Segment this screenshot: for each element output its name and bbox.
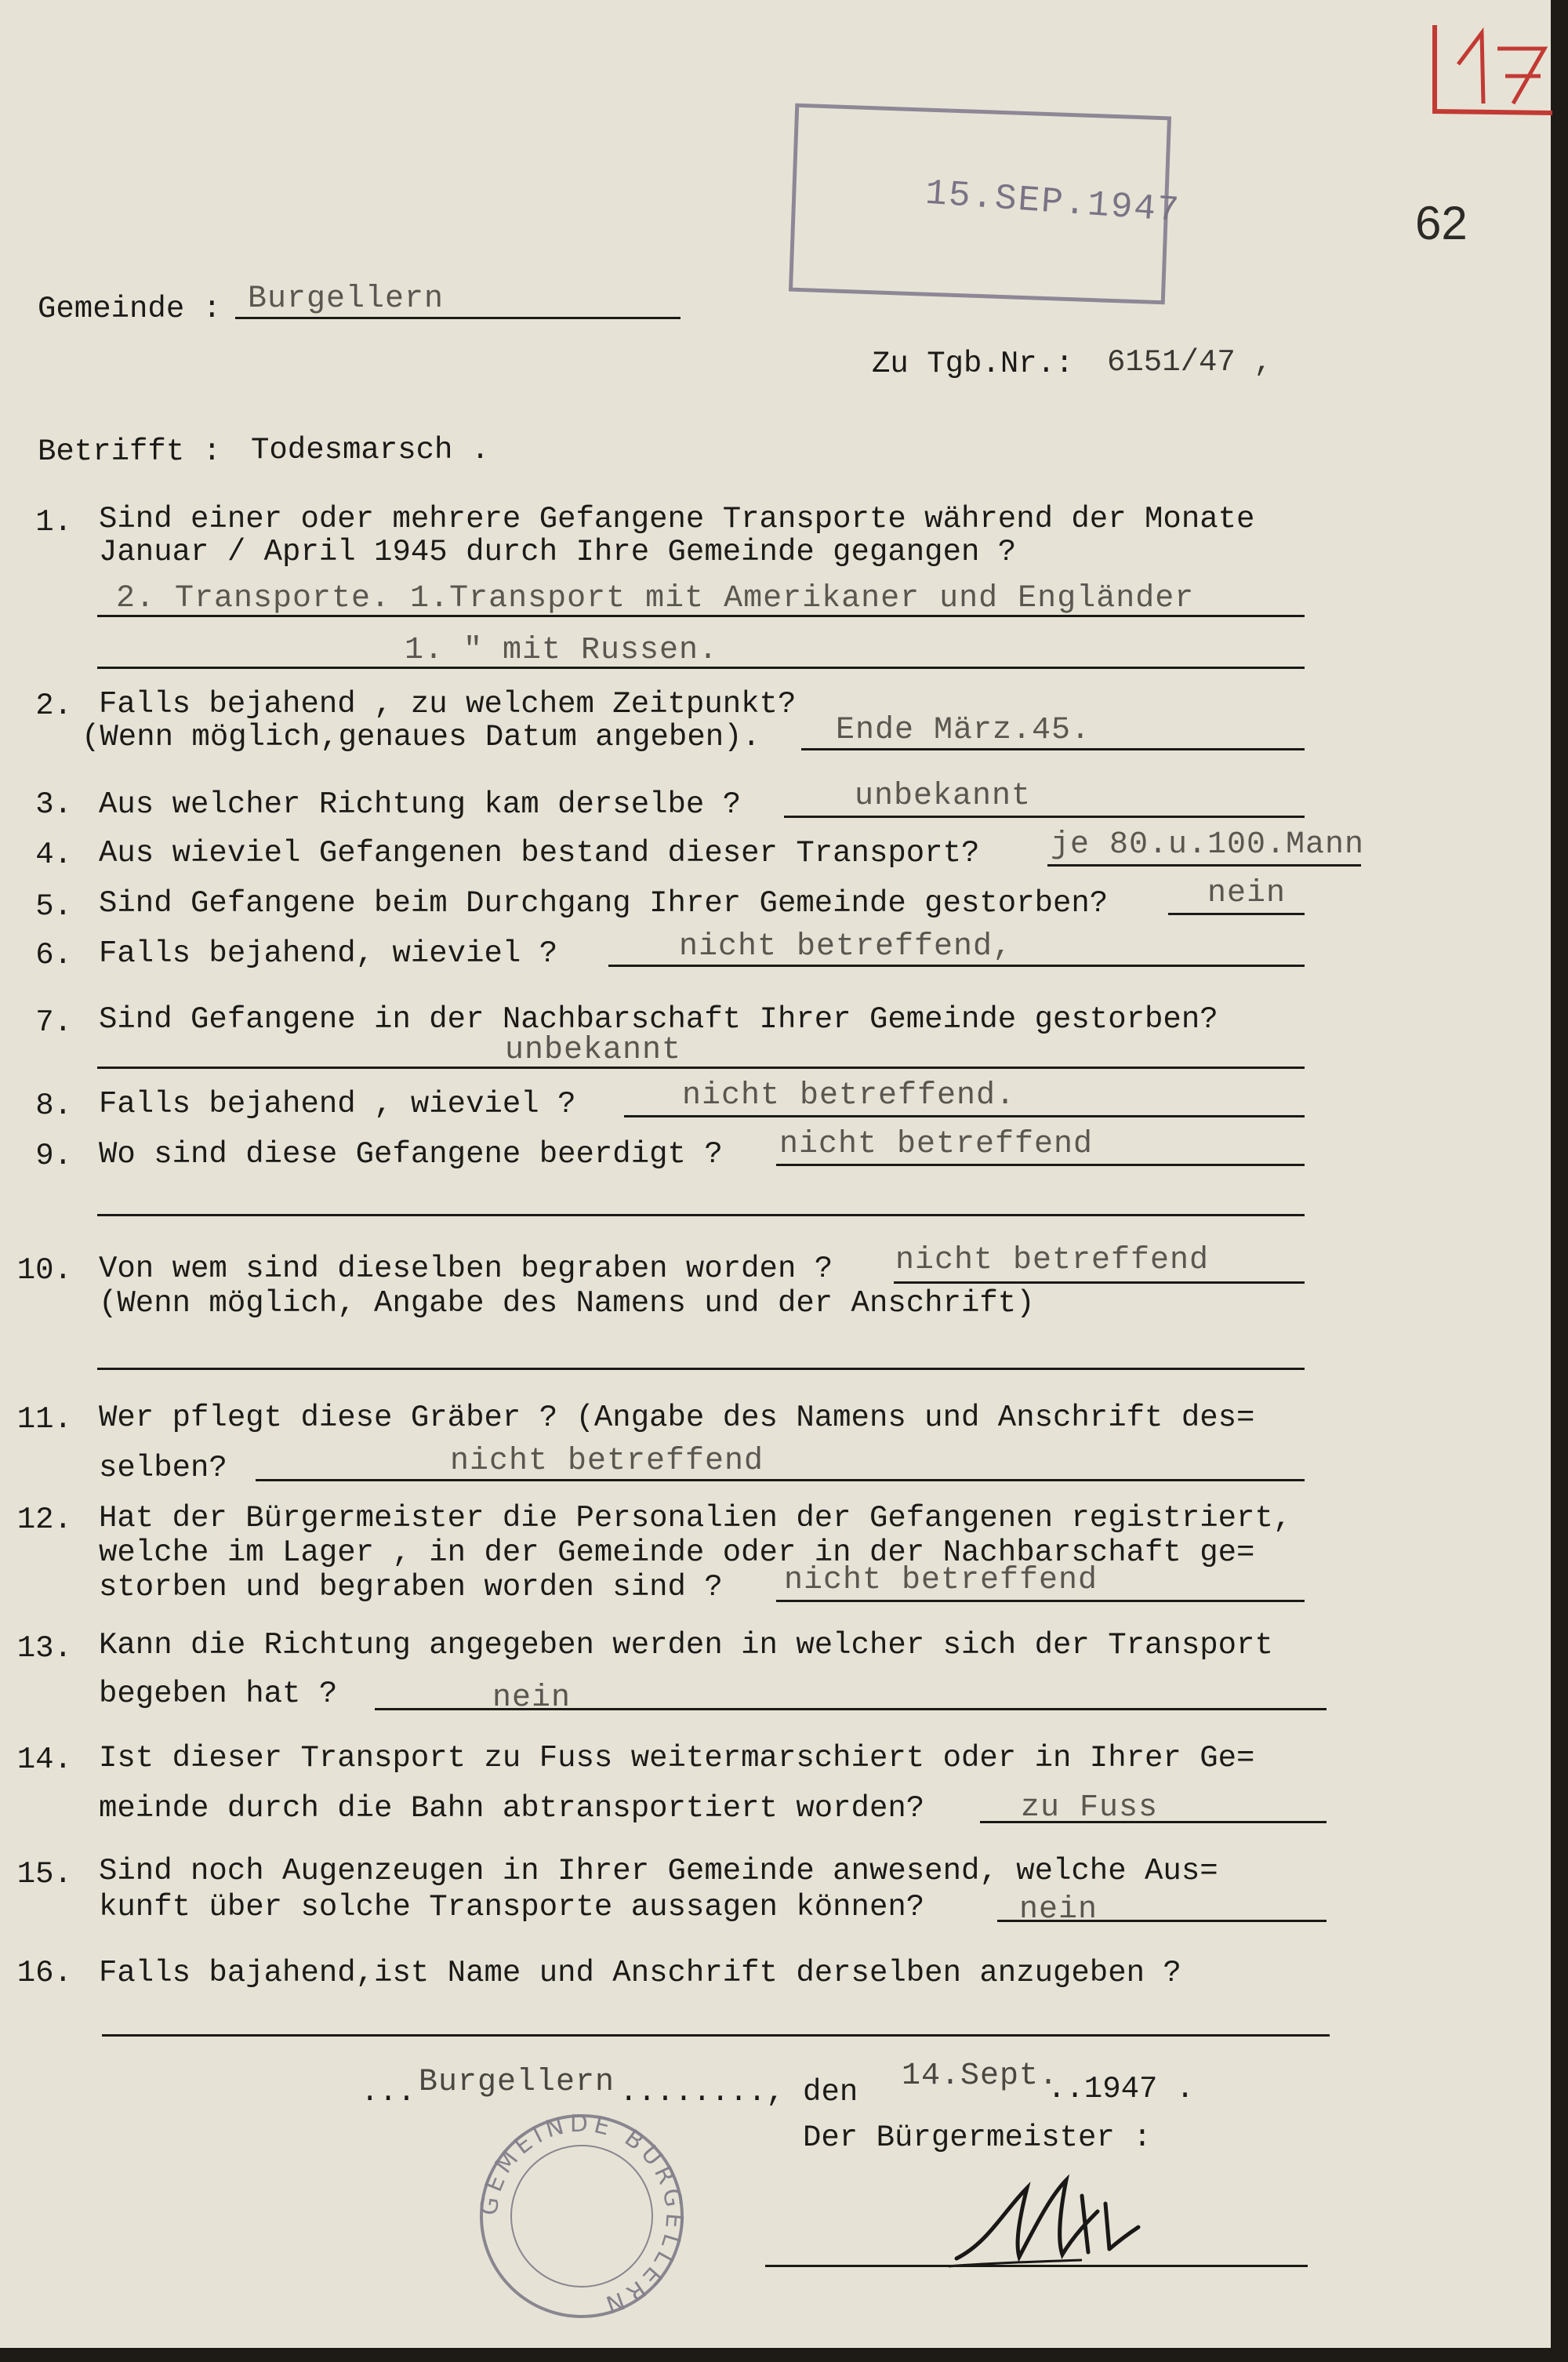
- q16-line-1: Falls bajahend,ist Name und Anschrift derselben anzugeben ?: [99, 1956, 1181, 1990]
- q13-line-1: Kann die Richtung angegeben werden in welcher sich der Transport: [99, 1628, 1273, 1662]
- q12-line-1: Hat der Bürgermeister die Personalien der Gefangenen registriert,: [99, 1501, 1292, 1535]
- q15-underline: [997, 1920, 1327, 1922]
- q10-line-2: (Wenn möglich, Angabe des Namens und der Anschrift): [99, 1286, 1035, 1321]
- q11-line-1: Wer pflegt diese Gräber ? (Angabe des Namens und Anschrift des=: [99, 1401, 1255, 1435]
- q9-number: 9.: [35, 1139, 72, 1173]
- q8-number: 8.: [35, 1088, 72, 1123]
- page-number: 62: [1415, 197, 1468, 249]
- q1-line-2: Januar / April 1945 durch Ihre Gemeinde gegangen ?: [99, 535, 1017, 569]
- q13-underline: [375, 1708, 1327, 1710]
- q9-line-1: Wo sind diese Gefangene beerdigt ?: [99, 1137, 723, 1172]
- q7-number: 7.: [35, 1005, 72, 1040]
- q4-answer: je 80.u.100.Mann: [1051, 827, 1365, 863]
- ref-value: 6151/47 ,: [1107, 345, 1272, 380]
- q10-underline: [894, 1281, 1305, 1284]
- q10-answer: nicht betreffend: [895, 1243, 1210, 1278]
- q3-underline: [784, 816, 1305, 818]
- date-day: 14.Sept.: [902, 2059, 1059, 2094]
- signature-line: [765, 2265, 1308, 2267]
- q12-underline: [776, 1600, 1305, 1602]
- q8-answer: nicht betreffend.: [682, 1078, 1016, 1114]
- place-prefix: ...: [361, 2075, 416, 2109]
- q15-line-1: Sind noch Augenzeugen in Ihrer Gemeinde anwesend, welche Aus=: [99, 1854, 1218, 1888]
- municipal-seal-icon: [474, 2108, 690, 2324]
- svg-text:GEMEINDE BURGELLERN: [475, 2110, 688, 2320]
- q10-number: 10.: [16, 1253, 72, 1288]
- q2-number: 2.: [35, 689, 72, 723]
- q7-line-1: Sind Gefangene in der Nachbarschaft Ihrer Gemeinde gestorben?: [99, 1002, 1218, 1037]
- ref-label: Zu Tgb.Nr.:: [872, 347, 1074, 381]
- q6-number: 6.: [35, 938, 72, 972]
- scan-edge-right: [1551, 0, 1568, 2362]
- q11-underline: [256, 1479, 1305, 1481]
- q3-line-1: Aus welcher Richtung kam derselbe ?: [99, 787, 742, 822]
- q12-answer: nicht betreffend: [784, 1563, 1098, 1598]
- seal-text: GEMEINDE BURGELLERN: [475, 2109, 688, 2320]
- q6-underline: [608, 965, 1305, 967]
- q1-line-1: Sind einer oder mehrere Gefangene Transporte während der Monate: [99, 502, 1255, 536]
- q1-underline-1: [97, 615, 1305, 617]
- q10-line-1: Von wem sind dieselben begraben worden ?: [99, 1252, 833, 1286]
- red-corner-mark-icon: [1427, 9, 1559, 127]
- q13-answer: nein: [492, 1681, 572, 1716]
- q1-underline-2: [97, 667, 1305, 669]
- q12-number: 12.: [16, 1503, 72, 1537]
- q5-underline: [1168, 913, 1305, 915]
- q15-line-2: kunft über solche Transporte aussagen können?: [99, 1890, 925, 1924]
- scan-edge-bottom: [0, 2348, 1568, 2362]
- q14-number: 14.: [16, 1742, 72, 1777]
- subject-label: Betrifft :: [38, 434, 222, 469]
- q3-number: 3.: [35, 787, 72, 822]
- q11-line-2: selben?: [99, 1451, 227, 1485]
- q9-underline-2: [97, 1214, 1305, 1216]
- place-value: Burgellern: [419, 2065, 615, 2100]
- q13-line-2: begeben hat ?: [99, 1677, 338, 1711]
- q5-line-1: Sind Gefangene beim Durchgang Ihrer Gemeinde gestorben?: [99, 886, 1109, 921]
- q9-answer: nicht betreffend: [779, 1127, 1094, 1162]
- q8-line-1: Falls bejahend , wieviel ?: [99, 1087, 576, 1121]
- q15-number: 15.: [16, 1857, 72, 1891]
- q5-number: 5.: [35, 889, 72, 924]
- stamp-date: 15.SEP.1947: [924, 173, 1182, 232]
- q9-underline: [776, 1164, 1305, 1166]
- q2-underline: [801, 748, 1305, 750]
- q14-line-2: meinde durch die Bahn abtransportiert worden?: [99, 1791, 925, 1826]
- q2-line-2: (Wenn möglich,genaues Datum angeben).: [82, 720, 760, 754]
- q14-line-1: Ist dieser Transport zu Fuss weitermarschiert oder in Ihrer Ge=: [99, 1741, 1255, 1775]
- q11-number: 11.: [16, 1402, 72, 1437]
- gemeinde-underline: [235, 317, 681, 319]
- q7-underline: [97, 1067, 1305, 1069]
- signatory-label: Der Bürgermeister :: [803, 2120, 1152, 2155]
- q16-number: 16.: [16, 1956, 72, 1990]
- q16-underline: [102, 2034, 1330, 2037]
- gemeinde-value: Burgellern: [248, 282, 445, 317]
- q2-line-1: Falls bejahend , zu welchem Zeitpunkt?: [99, 687, 797, 721]
- gemeinde-label: Gemeinde :: [38, 292, 222, 326]
- q8-underline: [624, 1115, 1305, 1117]
- q11-answer: nicht betreffend: [450, 1444, 764, 1479]
- q3-answer: unbekannt: [855, 779, 1032, 814]
- q15-answer: nein: [1019, 1892, 1098, 1928]
- subject-value: Todesmarsch .: [251, 433, 490, 467]
- q6-line-1: Falls bejahend, wieviel ?: [99, 936, 558, 971]
- q1-answer-1: 2. Transporte. 1.Transport mit Amerikaner und Engländer: [116, 581, 1195, 616]
- q2-answer: Ende März.45.: [836, 713, 1091, 748]
- q12-line-2: welche im Lager , in der Gemeinde oder in der Nachbarschaft ge=: [99, 1535, 1255, 1570]
- date-year: ..1947 .: [1047, 2072, 1195, 2106]
- q14-underline: [980, 1821, 1327, 1823]
- q1-number: 1.: [35, 505, 72, 540]
- place-suffix: ........, den: [619, 2075, 858, 2109]
- q5-answer: nein: [1207, 876, 1287, 911]
- q4-line-1: Aus wieviel Gefangenen bestand dieser Transport?: [99, 836, 980, 870]
- q14-answer: zu Fuss: [1021, 1790, 1159, 1826]
- q4-underline: [1047, 864, 1361, 867]
- q7-answer: unbekannt: [505, 1033, 682, 1068]
- q4-number: 4.: [35, 838, 72, 872]
- q10-underline-2: [97, 1368, 1305, 1370]
- q12-line-3: storben und begraben worden sind ?: [99, 1570, 723, 1604]
- q6-answer: nicht betreffend,: [679, 929, 1013, 965]
- q1-answer-2: 1. " mit Russen.: [405, 633, 719, 668]
- q13-number: 13.: [16, 1631, 72, 1666]
